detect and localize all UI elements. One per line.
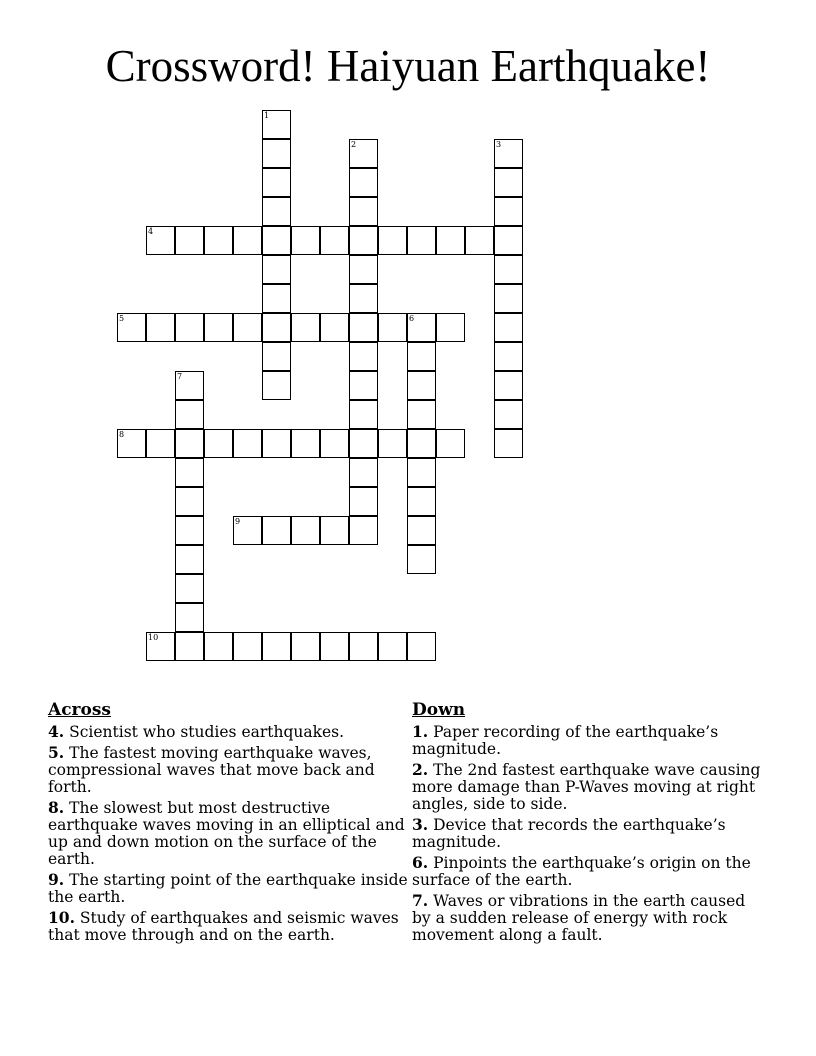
grid-cell[interactable] — [349, 255, 378, 284]
grid-cell[interactable] — [175, 603, 204, 632]
grid-cell[interactable] — [262, 342, 291, 371]
grid-cell[interactable] — [494, 371, 523, 400]
clue-number: 5. — [48, 743, 65, 762]
grid-cell[interactable] — [494, 197, 523, 226]
grid-cell[interactable] — [117, 429, 146, 458]
grid-cell[interactable] — [262, 371, 291, 400]
grid-cell[interactable] — [262, 255, 291, 284]
grid-cell[interactable] — [349, 371, 378, 400]
cell-number: 1 — [264, 111, 270, 120]
grid-cell[interactable] — [378, 226, 407, 255]
grid-cell[interactable] — [175, 487, 204, 516]
grid-cell[interactable] — [175, 429, 204, 458]
cell-number: 9 — [235, 517, 241, 526]
clue-text: The fastest moving earthquake waves, compressional waves that move back and forth. — [48, 744, 375, 796]
grid-cell[interactable] — [349, 139, 378, 168]
grid-cell[interactable] — [175, 226, 204, 255]
grid-cell[interactable] — [349, 226, 378, 255]
grid-cell[interactable] — [407, 226, 436, 255]
grid-cell[interactable] — [407, 487, 436, 516]
grid-cell[interactable] — [233, 226, 262, 255]
clue-down-3 — [412, 816, 767, 851]
cell-number: 2 — [351, 140, 357, 149]
grid-cell[interactable] — [349, 400, 378, 429]
grid-cell[interactable] — [407, 371, 436, 400]
grid-cell[interactable] — [291, 516, 320, 545]
clue-number: 6. — [412, 853, 429, 872]
grid-cell[interactable] — [233, 429, 262, 458]
grid-cell[interactable] — [407, 458, 436, 487]
grid-cell[interactable] — [233, 313, 262, 342]
clue-number: 10. — [48, 908, 75, 927]
clue-down-2 — [412, 761, 767, 813]
grid-cell[interactable] — [146, 226, 175, 255]
grid-cell[interactable] — [175, 516, 204, 545]
grid-cell[interactable] — [407, 400, 436, 429]
grid-cell[interactable] — [233, 632, 262, 661]
clue-text: Waves or vibrations in the earth caused by a sudden release of energy with rock movement along a fault. — [412, 892, 746, 944]
grid-cell[interactable] — [204, 313, 233, 342]
grid-cell[interactable] — [204, 632, 233, 661]
grid-cell[interactable] — [291, 313, 320, 342]
cell-number: 7 — [177, 372, 183, 381]
grid-cell[interactable] — [436, 429, 465, 458]
across-clues — [48, 700, 408, 947]
grid-cell[interactable] — [407, 516, 436, 545]
grid-cell[interactable] — [320, 226, 349, 255]
clue-across-5 — [48, 744, 408, 796]
grid-cell[interactable] — [494, 255, 523, 284]
cell-number: 6 — [409, 314, 415, 323]
grid-cell[interactable] — [320, 632, 349, 661]
clue-text: Paper recording of the earthquake’s magnitude. — [412, 723, 719, 758]
clue-number: 7. — [412, 891, 429, 910]
grid-cell[interactable] — [494, 226, 523, 255]
clue-text: Pinpoints the earthquake’s origin on the surface of the earth. — [412, 854, 751, 889]
grid-cell[interactable] — [175, 632, 204, 661]
grid-cell[interactable] — [349, 342, 378, 371]
grid-cell[interactable] — [349, 284, 378, 313]
grid-cell[interactable] — [320, 516, 349, 545]
grid-cell[interactable] — [349, 458, 378, 487]
grid-cell[interactable] — [146, 632, 175, 661]
grid-cell[interactable] — [349, 313, 378, 342]
grid-cell[interactable] — [407, 545, 436, 574]
grid-cell[interactable] — [320, 429, 349, 458]
cell-number: 3 — [496, 140, 502, 149]
grid-cell[interactable] — [320, 313, 349, 342]
grid-cell[interactable] — [146, 429, 175, 458]
across-heading: Across — [48, 700, 111, 720]
cell-number: 8 — [119, 430, 125, 439]
grid-cell[interactable] — [291, 632, 320, 661]
clue-number: 3. — [412, 815, 429, 834]
grid-cell[interactable] — [204, 429, 233, 458]
grid-cell[interactable] — [233, 516, 262, 545]
grid-cell[interactable] — [465, 226, 494, 255]
clue-number: 1. — [412, 722, 429, 741]
clue-number: 9. — [48, 870, 65, 889]
grid-cell[interactable] — [262, 313, 291, 342]
page-title: Crossword! Haiyuan Earthquake! — [105, 41, 711, 91]
grid-cell[interactable] — [407, 429, 436, 458]
grid-cell[interactable] — [494, 139, 523, 168]
clue-down-7 — [412, 892, 767, 944]
grid-cell[interactable] — [494, 342, 523, 371]
grid-cell[interactable] — [291, 429, 320, 458]
grid-cell[interactable] — [262, 139, 291, 168]
clue-number: 2. — [412, 760, 429, 779]
grid-cell[interactable] — [175, 400, 204, 429]
down-heading: Down — [412, 700, 466, 720]
grid-cell[interactable] — [291, 226, 320, 255]
clue-text: Scientist who studies earthquakes. — [69, 723, 345, 741]
grid-cell[interactable] — [175, 574, 204, 603]
grid-cell[interactable] — [262, 429, 291, 458]
grid-cell[interactable] — [407, 313, 436, 342]
down-clues — [412, 700, 767, 947]
clue-text: The slowest but most destructive earthquake waves moving in an elliptical and up and down motion on the surface of the earth. — [48, 799, 405, 868]
clue-text: The starting point of the earthquake inside the earth. — [48, 871, 408, 906]
grid-cell[interactable] — [262, 632, 291, 661]
grid-cell[interactable] — [349, 197, 378, 226]
cell-number: 5 — [119, 314, 125, 323]
grid-cell[interactable] — [175, 458, 204, 487]
clue-text: The 2nd fastest earthquake wave causing more damage than P-Waves moving at right angles, side to side. — [412, 761, 761, 813]
clue-across-4 — [48, 723, 408, 741]
grid-cell[interactable] — [262, 284, 291, 313]
grid-cell[interactable] — [349, 632, 378, 661]
clue-text: Device that records the earthquake’s magnitude. — [412, 816, 726, 851]
grid-cell[interactable] — [262, 516, 291, 545]
cell-number: 4 — [148, 227, 154, 236]
cell-number: 10 — [148, 633, 159, 642]
grid-cell[interactable] — [175, 371, 204, 400]
clue-number: 8. — [48, 798, 65, 817]
grid-cell[interactable] — [378, 429, 407, 458]
grid-cell[interactable] — [349, 516, 378, 545]
grid-cell[interactable] — [262, 168, 291, 197]
grid-cell[interactable] — [262, 110, 291, 139]
clue-text: Study of earthquakes and seismic waves that move through and on the earth. — [48, 909, 399, 944]
grid-cell[interactable] — [262, 226, 291, 255]
clue-across-9 — [48, 871, 408, 906]
grid-cell[interactable] — [117, 313, 146, 342]
grid-cell[interactable] — [175, 545, 204, 574]
clue-down-1 — [412, 723, 767, 758]
grid-cell[interactable] — [494, 313, 523, 342]
grid-cell[interactable] — [146, 313, 175, 342]
clue-across-10 — [48, 909, 408, 944]
clue-across-8 — [48, 799, 408, 868]
grid-cell[interactable] — [349, 168, 378, 197]
grid-cell[interactable] — [494, 429, 523, 458]
grid-cell[interactable] — [204, 226, 233, 255]
grid-cell[interactable] — [407, 342, 436, 371]
grid-cell[interactable] — [494, 284, 523, 313]
grid-cell[interactable] — [407, 632, 436, 661]
grid-cell[interactable] — [175, 313, 204, 342]
grid-cell[interactable] — [349, 487, 378, 516]
grid-cell[interactable] — [494, 400, 523, 429]
grid-cell[interactable] — [436, 313, 465, 342]
grid-cell[interactable] — [262, 197, 291, 226]
grid-cell[interactable] — [436, 226, 465, 255]
grid-cell[interactable] — [349, 429, 378, 458]
clue-down-6 — [412, 854, 767, 889]
clue-number: 4. — [48, 722, 65, 741]
grid-cell[interactable] — [378, 313, 407, 342]
grid-cell[interactable] — [494, 168, 523, 197]
grid-cell[interactable] — [378, 632, 407, 661]
